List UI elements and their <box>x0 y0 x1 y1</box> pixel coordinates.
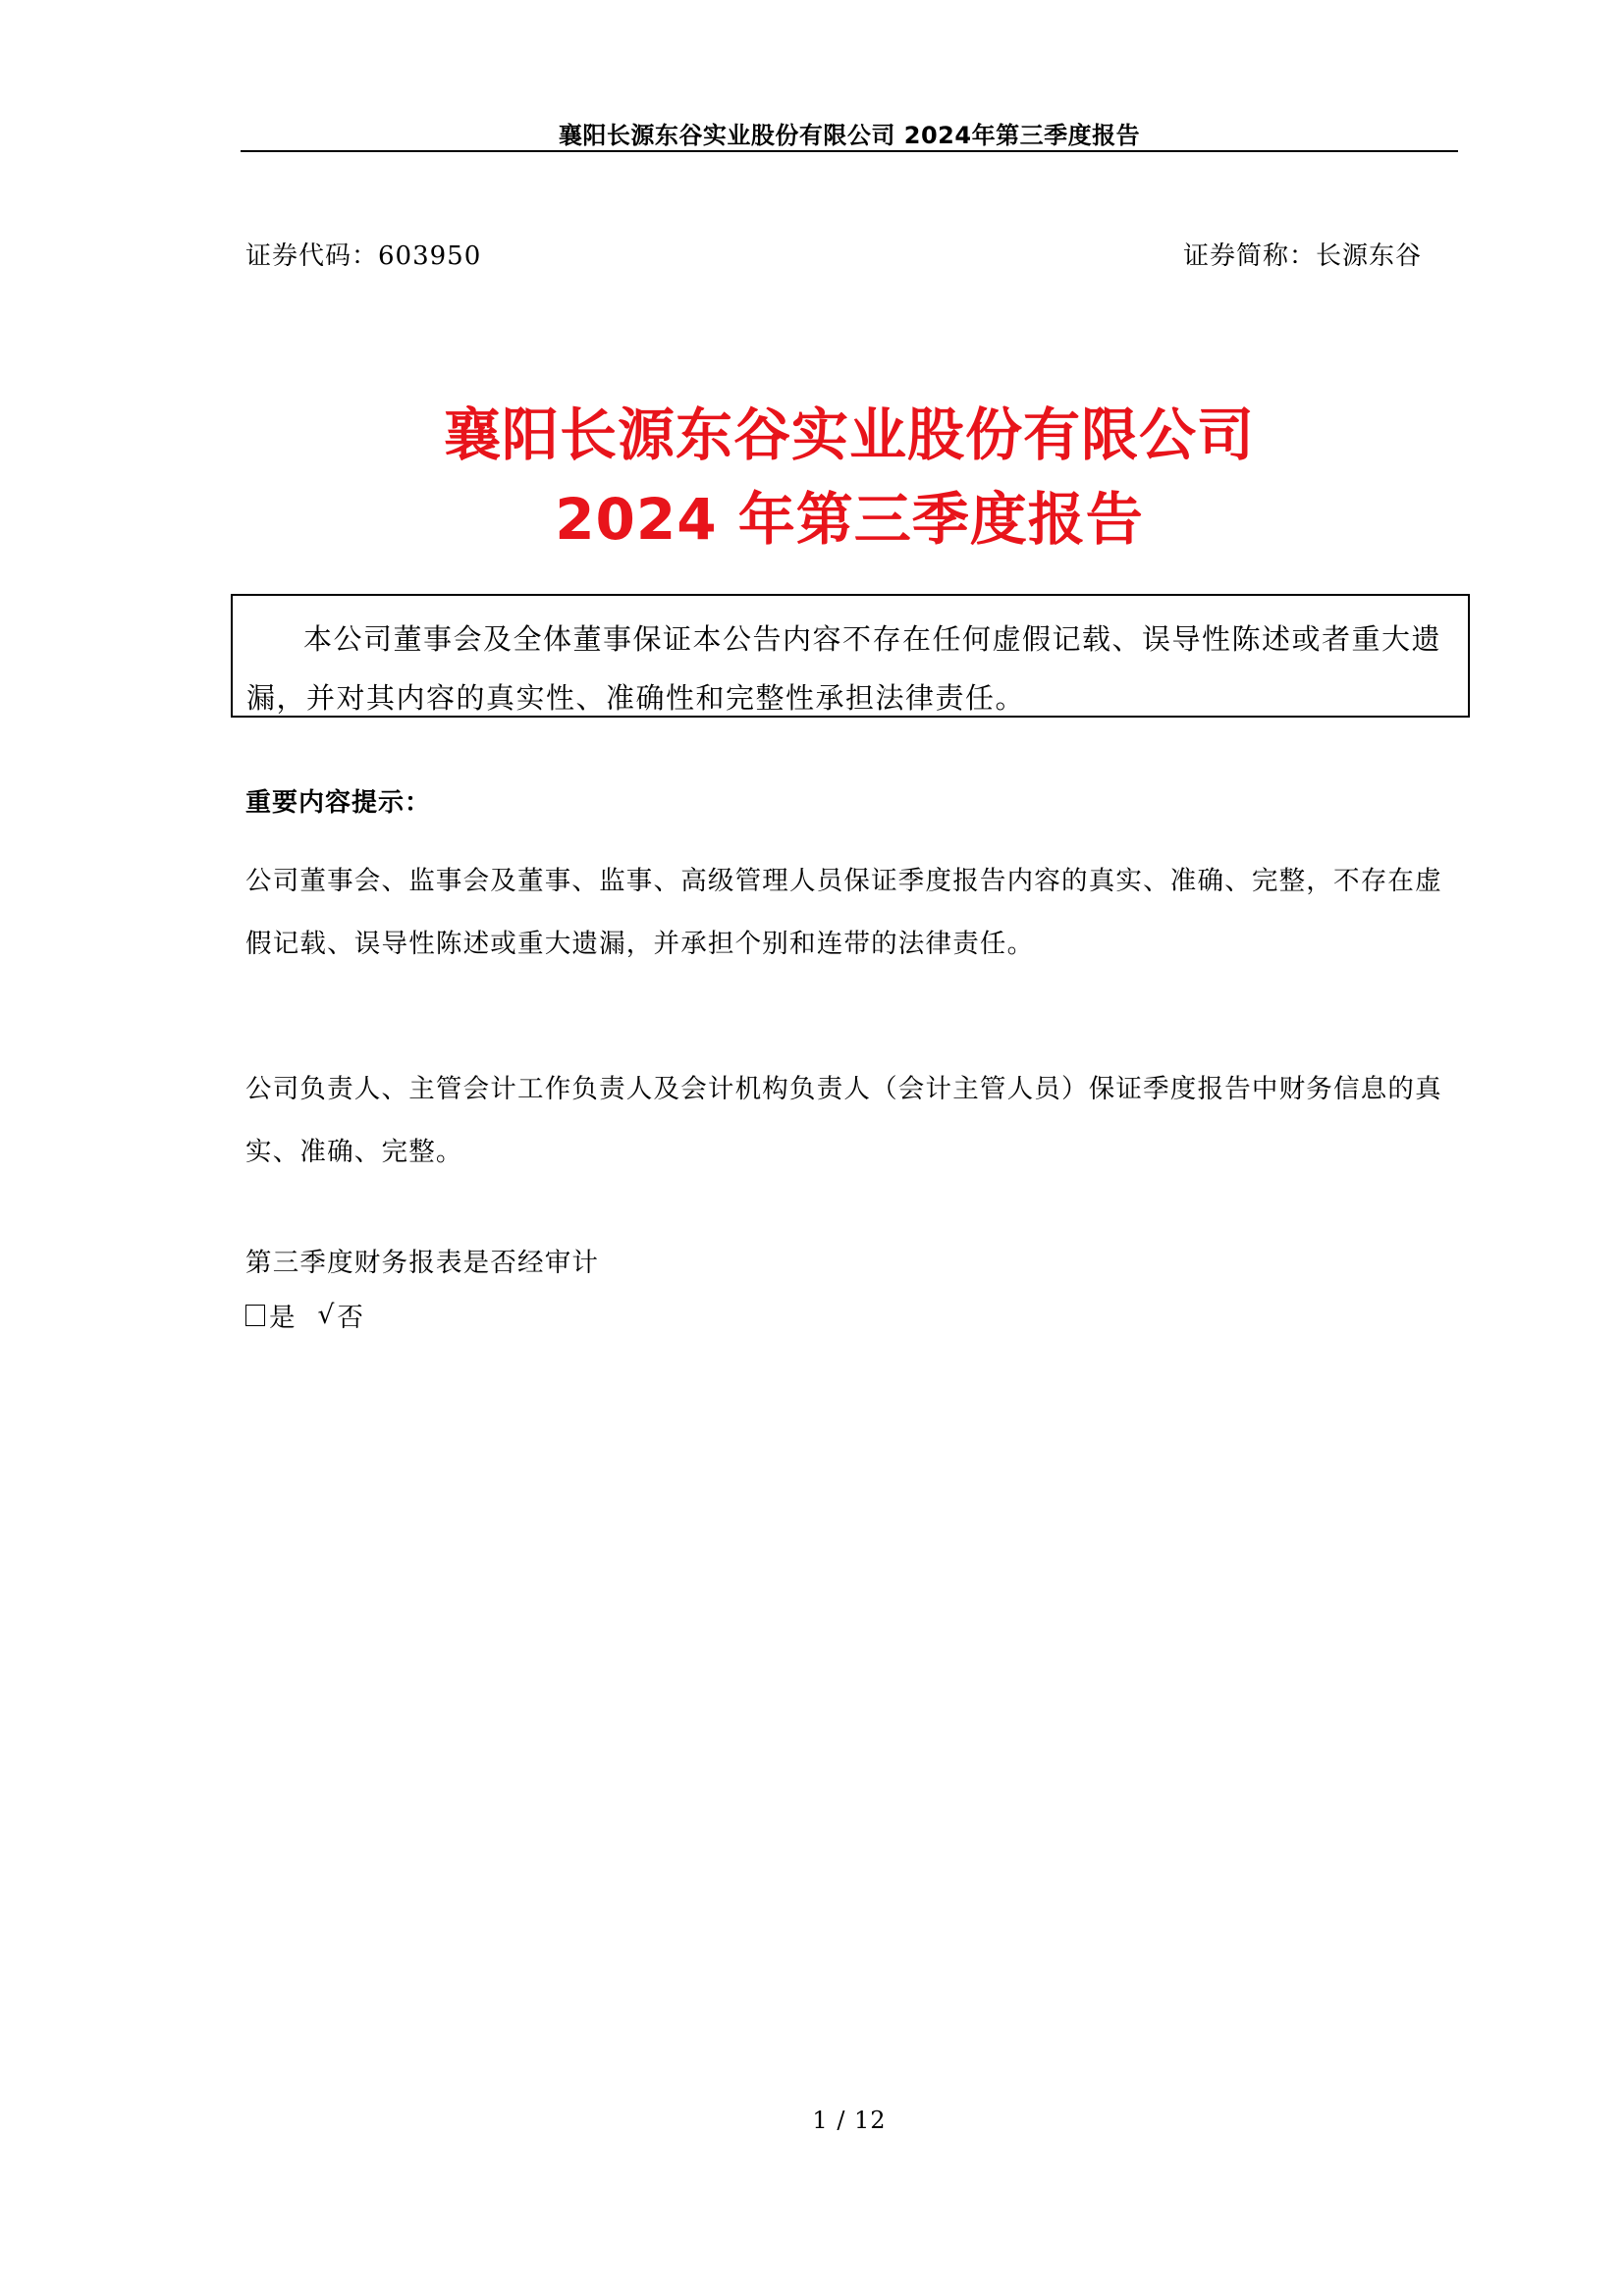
security-code: 证券代码：603950 <box>245 241 482 271</box>
security-abbreviation: 证券简称：长源东谷 <box>1183 241 1423 271</box>
unchecked-box-icon <box>245 1305 265 1326</box>
report-title-company: 襄阳长源东谷实业股份有限公司 <box>443 401 1255 468</box>
board-statement-text: 本公司董事会及全体董事保证本公告内容不存在任何虚假记载、误导性陈述或者重大遗漏，并对其内容的真实性、准确性和完整性承担法律责任。 <box>246 622 1442 715</box>
audit-option-yes: 是 <box>269 1303 297 1333</box>
important-notes-heading: 重要内容提示： <box>245 788 432 818</box>
financial-officers-guarantee-paragraph: 公司负责人、主管会计工作负责人及会计机构负责人（会计主管人员）保证季度报告中财务信息的真实、准确、完整。 <box>245 1074 1442 1167</box>
report-title-period: 2024 年第三季度报告 <box>555 486 1144 553</box>
audit-options <box>245 1296 364 1334</box>
header-divider <box>241 150 1458 152</box>
audit-option-no: 否 <box>337 1303 364 1333</box>
board-statement-box <box>231 594 1470 718</box>
directors-guarantee-paragraph: 公司董事会、监事会及董事、监事、高级管理人员保证季度报告内容的真实、准确、完整，不存在虚假记载、误导性陈述或重大遗漏，并承担个别和连带的法律责任。 <box>245 866 1442 959</box>
checkmark-icon: √ <box>317 1300 336 1330</box>
page-number: 1 / 12 <box>812 2107 887 2134</box>
audit-question: 第三季度财务报表是否经审计 <box>245 1248 600 1278</box>
running-header-title: 襄阳长源东谷实业股份有限公司 2024年第三季度报告 <box>558 122 1141 149</box>
